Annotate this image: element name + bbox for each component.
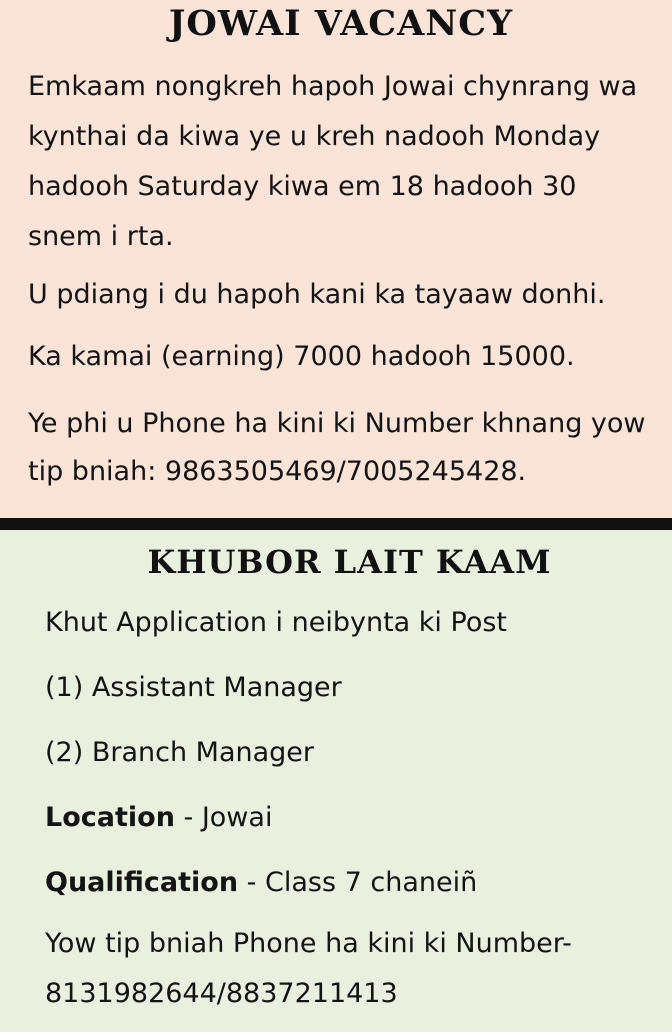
qualification-line	[45, 864, 654, 902]
ad-contact-text: Ye phi u Phone ha kini ki Number khnang yow tip bniah: 9863505469/7005245428.	[28, 408, 646, 487]
khubor-lait-kaam-ad	[0, 530, 672, 1032]
ad-requirement-text: U pdiang i du hapoh kani ka tayaaw donhi.	[28, 279, 606, 310]
ad-intro-text: Khut Application i neibynta ki Post	[45, 607, 508, 638]
post-item: (1) Assistant Manager	[45, 672, 342, 703]
location-label: Location	[45, 802, 175, 833]
ad-title: KHUBOR LAIT KAAM	[147, 543, 552, 581]
ad-title: JOWAI VACANCY	[168, 3, 514, 44]
post-item: (2) Branch Manager	[45, 737, 314, 768]
location-value: - Jowai	[174, 802, 273, 833]
ad-earning-text: Ka kamai (earning) 7000 hadooh 15000.	[28, 341, 575, 372]
ad-contact-text: Yow tip bniah Phone ha kini ki Number-8131982644/8837211413	[45, 928, 572, 1009]
qualification-value: - Class 7 chaneiñ	[238, 867, 478, 898]
ad-intro-text: Emkaam nongkreh hapoh Jowai chynrang wa kynthai da kiwa ye u kreh nadooh Monday hadooh Saturday kiwa em 18 hadooh 30 snem i rta.	[28, 71, 638, 252]
qualification-label: Qualification	[45, 867, 239, 898]
section-divider	[0, 518, 672, 530]
location-line	[45, 799, 654, 837]
